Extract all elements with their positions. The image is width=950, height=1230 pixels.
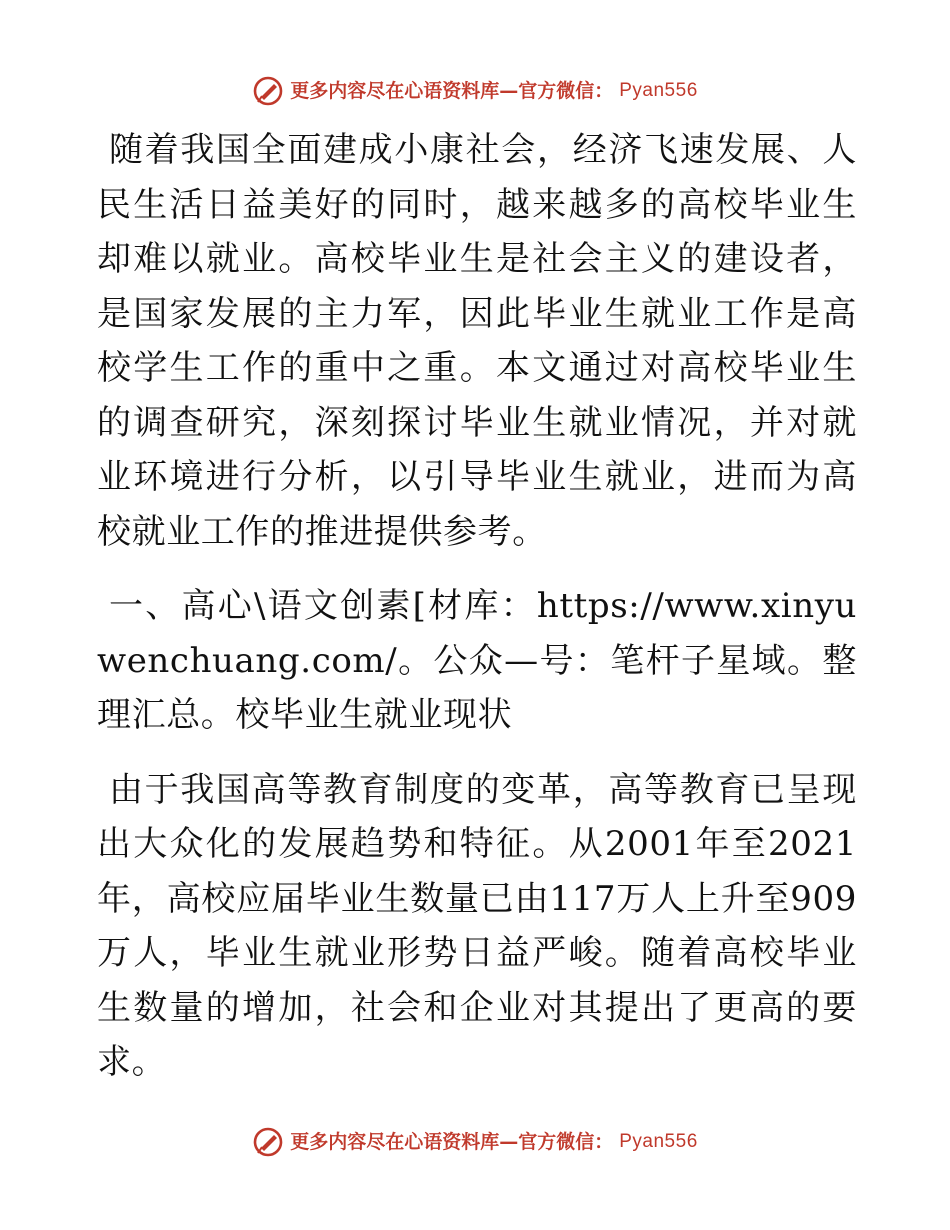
banner-wechat-handle: Pyan556 [619,1131,698,1152]
banner-text: 更多内容尽在心语资料库—官方微信： [290,80,614,102]
header-banner [0,75,950,107]
footer-banner [0,1126,950,1158]
document-body [97,123,857,1090]
banner-wechat-handle: Pyan556 [619,80,698,101]
paragraph-status: 由于我国高等教育制度的变革，高等教育已呈现出大众化的发展趋势和特征。从2001年至2021年，高校应届毕业生数量已由117万人上升至909万人，毕业生就业形势日益严峻。随着高校毕业生数量的增加，社会和企业对其提出了更高的要求。 [97,769,857,1082]
quill-logo-icon [252,1126,284,1158]
quill-logo-icon [252,75,284,107]
section-heading: 一、高心\语文创素[材库：https://www.xinyuwenchuang.com/。公众—号：笔杆子星域。整理汇总。校毕业生就业现状 [97,586,857,735]
paragraph-intro: 随着我国全面建成小康社会，经济飞速发展、人民生活日益美好的同时，越来越多的高校毕业生却难以就业。高校毕业生是社会主义的建设者，是国家发展的主力军，因此毕业生就业工作是高校学生工作的重中之重。本文通过对高校毕业生的调查研究，深刻探讨毕业生就业情况，并对就业环境进行分析，以引导毕业生就业，进而为高校就业工作的推进提供参考。 [97,130,857,552]
banner-text: 更多内容尽在心语资料库—官方微信： [290,1131,614,1153]
